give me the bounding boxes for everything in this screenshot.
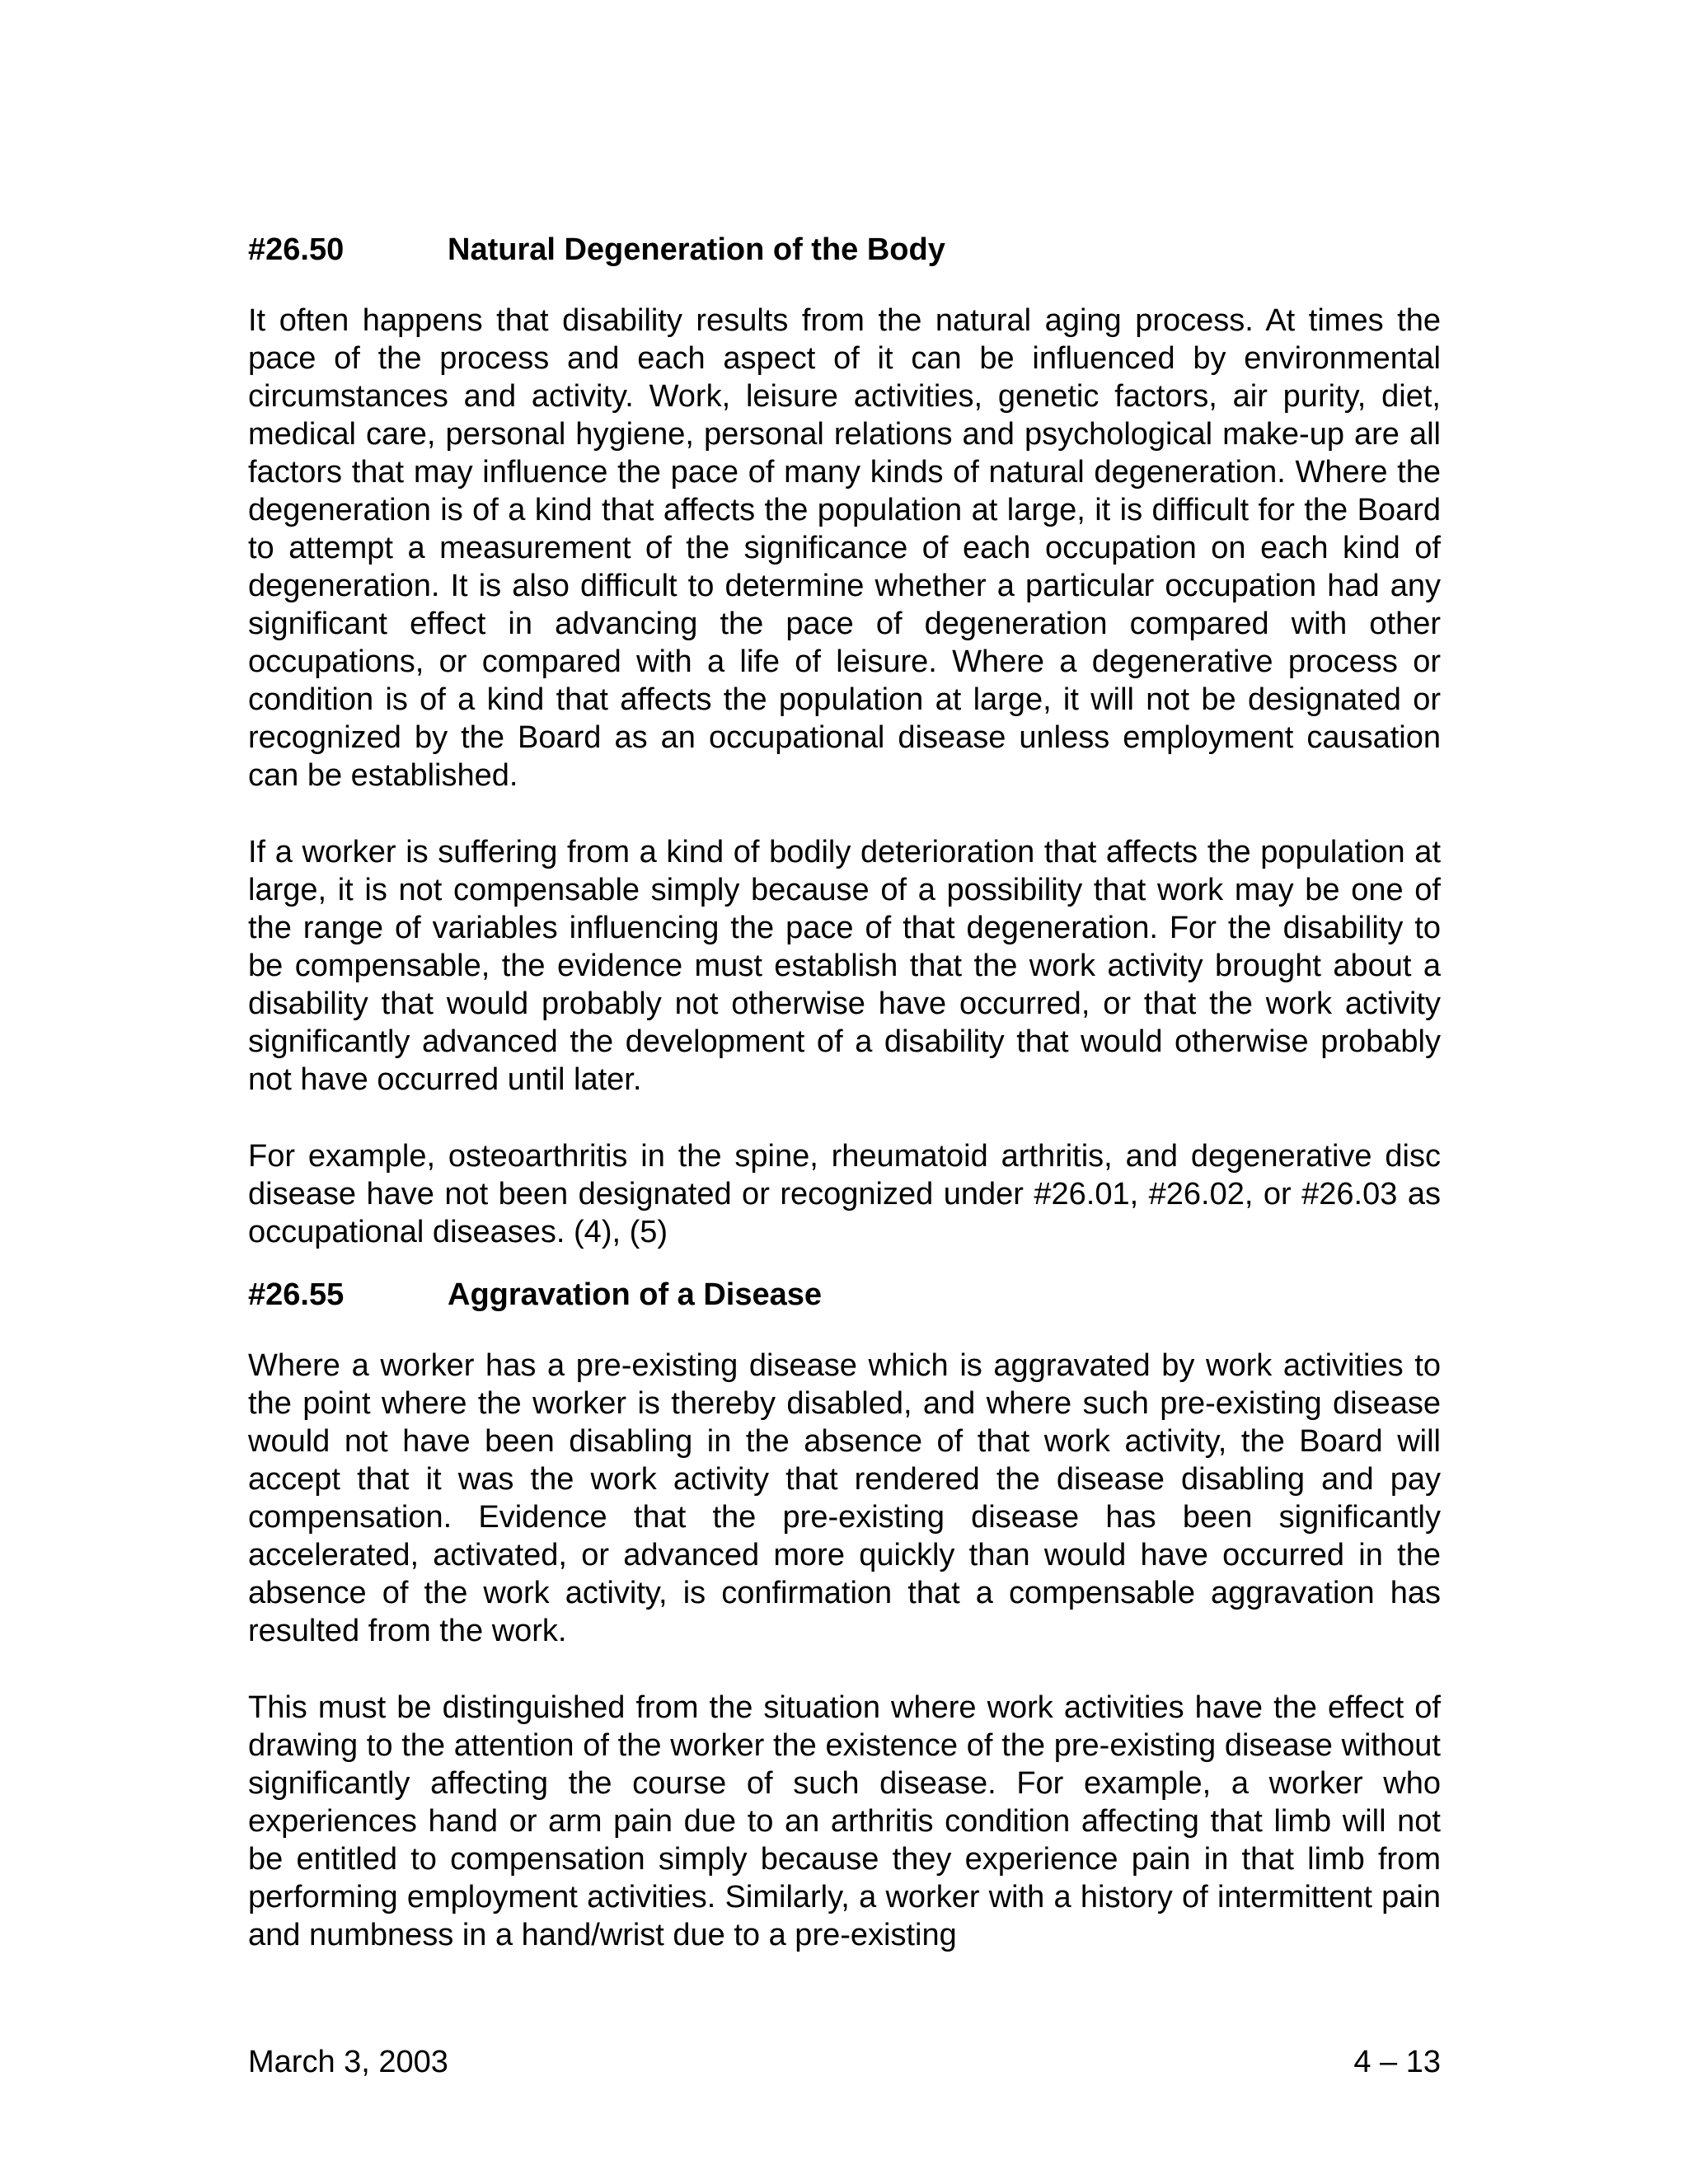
paragraph: If a worker is suffering from a kind of bodily deterioration that affects the population at large, it is not compensable simply because of a possibility that work may be one of the range of variables influencing the pace of that degeneration. For the disability to be compensable, the evidence must establish that the work activity brought about a disability that would probably not otherwise have occurred, or that the work activity significantly advanced the development of a disability that would otherwise probably not have occurred until later. (248, 835, 1441, 1097)
footer-date: March 3, 2003 (248, 2045, 448, 2079)
section-heading-26-50 (248, 231, 1441, 269)
paragraph: Where a worker has a pre-existing disease which is aggravated by work activities to the point where the worker is thereby disabled, and where such pre-existing disease would not have been disabling in the absence of that work activity, the Board will accept that it was the work activity that rendered the disease disabling and pay compensation. Evidence that the pre-existing disease has been significantly accelerated, activated, or advanced more quickly than would have occurred in the absence of the work activity, is confirmation that a compensable aggravation has resulted from the work. (248, 1348, 1441, 1648)
section-heading-26-55 (248, 1276, 1441, 1314)
paragraph: This must be distinguished from the situation where work activities have the effect of drawing to the attention of the worker the existence of the pre-existing disease without significantly affecting the course of such disease. For example, a worker who experiences hand or arm pain due to an arthritis condition affecting that limb will not be entitled to compensation simply because they experience pain in that limb from performing employment activities. Similarly, a worker with a history of intermittent pain and numbness in a hand/wrist due to a pre-existing (248, 1690, 1441, 1952)
section-title: Aggravation of a Disease (448, 1277, 823, 1312)
page-footer (248, 2043, 1441, 2081)
footer-page-number: 4 – 13 (1353, 2045, 1441, 2079)
section-number: #26.55 (248, 1277, 345, 1312)
page-body (248, 231, 1441, 1954)
paragraph: For example, osteoarthritis in the spine, rheumatoid arthritis, and degenerative disc disease have not been designated or recognized under #26.01, #26.02, or #26.03 as occupational diseases. (4), (5) (248, 1139, 1441, 1249)
section-title: Natural Degeneration of the Body (448, 232, 945, 267)
section-number: #26.50 (248, 232, 345, 267)
paragraph: It often happens that disability results from the natural aging process. At times the pace of the process and each aspect of it can be influenced by environmental circumstances and activity. Work, leisure activities, genetic factors, air purity, diet, medical care, personal hygiene, personal relations and psychological make-up are all factors that may influence the pace of many kinds of natural degeneration. Where the degeneration is of a kind that affects the population at large, it is difficult for the Board to attempt a measurement of the significance of each occupation on each kind of degeneration. It is also difficult to determine whether a particular occupation had any significant effect in advancing the pace of degeneration compared with other occupations, or compared with a life of leisure. Where a degenerative process or condition is of a kind that affects the population at large, it will not be designated or recognized by the Board as an occupational disease unless employment causation can be established. (248, 303, 1441, 793)
